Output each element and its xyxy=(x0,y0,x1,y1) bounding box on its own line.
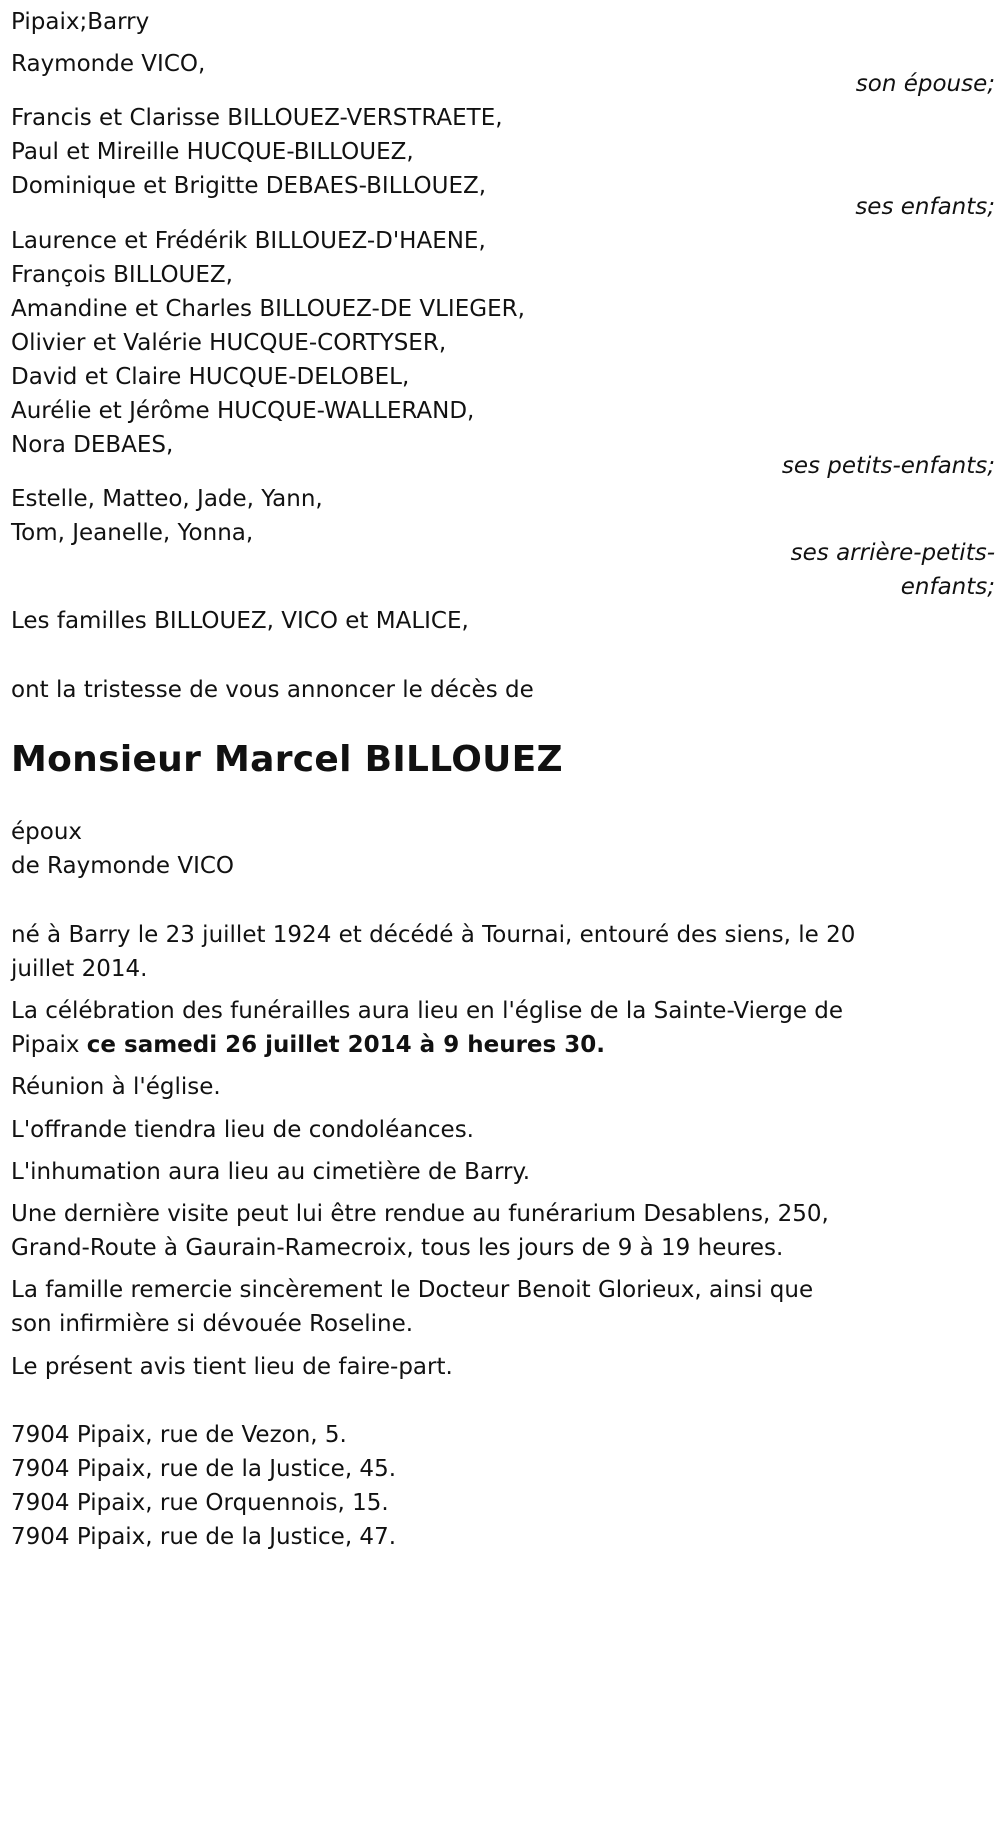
spouse-relation: son épouse; xyxy=(855,71,995,97)
deceased-name: Monsieur Marcel BILLOUEZ xyxy=(11,739,563,780)
great-grandchildren-relation-1: ses arrière-petits- xyxy=(790,540,995,566)
funeral-line-1: La célébration des funérailles aura lieu en l'église de la Sainte-Vierge de xyxy=(11,998,844,1024)
notice-line: Le présent avis tient lieu de faire-part. xyxy=(11,1354,453,1380)
address-line: 7904 Pipaix, rue de Vezon, 5. xyxy=(11,1422,347,1448)
spouse-of-line-2: de Raymonde VICO xyxy=(11,853,235,879)
grandchild-line: David et Claire HUCQUE-DELOBEL, xyxy=(11,364,410,390)
grandchild-line: François BILLOUEZ, xyxy=(11,262,233,288)
spouse-name: Raymonde VICO, xyxy=(11,51,206,77)
grandchild-line: Nora DEBAES, xyxy=(11,432,174,458)
great-grandchild-line: Estelle, Matteo, Jade, Yann, xyxy=(11,486,323,512)
funeral-line-2 xyxy=(11,1031,605,1059)
grandchild-line: Aurélie et Jérôme HUCQUE-WALLERAND, xyxy=(11,398,475,424)
thanks-line-1: La famille remercie sincèrement le Docteur Benoit Glorieux, ainsi que xyxy=(11,1277,814,1303)
child-line: Paul et Mireille HUCQUE-BILLOUEZ, xyxy=(11,139,414,165)
families-line: Les familles BILLOUEZ, VICO et MALICE, xyxy=(11,608,469,634)
children-relation: ses enfants; xyxy=(855,194,995,220)
header-place: Pipaix;Barry xyxy=(11,9,150,35)
grandchild-line: Laurence et Frédérik BILLOUEZ-D'HAENE, xyxy=(11,228,486,254)
great-grandchild-line: Tom, Jeanelle, Yonna, xyxy=(11,520,254,546)
spouse-of-line-1: époux xyxy=(11,819,83,845)
address-line: 7904 Pipaix, rue Orquennois, 15. xyxy=(11,1490,389,1516)
grandchildren-relation: ses petits-enfants; xyxy=(781,453,995,479)
address-line: 7904 Pipaix, rue de la Justice, 45. xyxy=(11,1456,397,1482)
address-line: 7904 Pipaix, rue de la Justice, 47. xyxy=(11,1524,397,1550)
grandchild-line: Amandine et Charles BILLOUEZ-DE VLIEGER, xyxy=(11,296,525,322)
funeral-place: Pipaix xyxy=(11,1032,87,1058)
announcement-intro: ont la tristesse de vous annoncer le décès de xyxy=(11,677,534,703)
thanks-line-2: son infirmière si dévouée Roseline. xyxy=(11,1311,414,1337)
great-grandchildren-relation-2: enfants; xyxy=(900,574,995,600)
meeting-line: Réunion à l'église. xyxy=(11,1074,221,1100)
visit-line-1: Une dernière visite peut lui être rendue au funérarium Desablens, 250, xyxy=(11,1201,829,1227)
funeral-date: ce samedi 26 juillet 2014 à 9 heures 30. xyxy=(86,1032,605,1058)
child-line: Dominique et Brigitte DEBAES-BILLOUEZ, xyxy=(11,173,487,199)
birth-death-line-2: juillet 2014. xyxy=(11,956,148,982)
child-line: Francis et Clarisse BILLOUEZ-VERSTRAETE, xyxy=(11,105,503,131)
offering-line: L'offrande tiendra lieu de condoléances. xyxy=(11,1117,474,1143)
birth-death-line-1: né à Barry le 23 juillet 1924 et décédé à Tournai, entouré des siens, le 20 xyxy=(11,922,856,948)
burial-line: L'inhumation aura lieu au cimetière de Barry. xyxy=(11,1159,531,1185)
grandchild-line: Olivier et Valérie HUCQUE-CORTYSER, xyxy=(11,330,447,356)
visit-line-2: Grand-Route à Gaurain-Ramecroix, tous les jours de 9 à 19 heures. xyxy=(11,1235,784,1261)
